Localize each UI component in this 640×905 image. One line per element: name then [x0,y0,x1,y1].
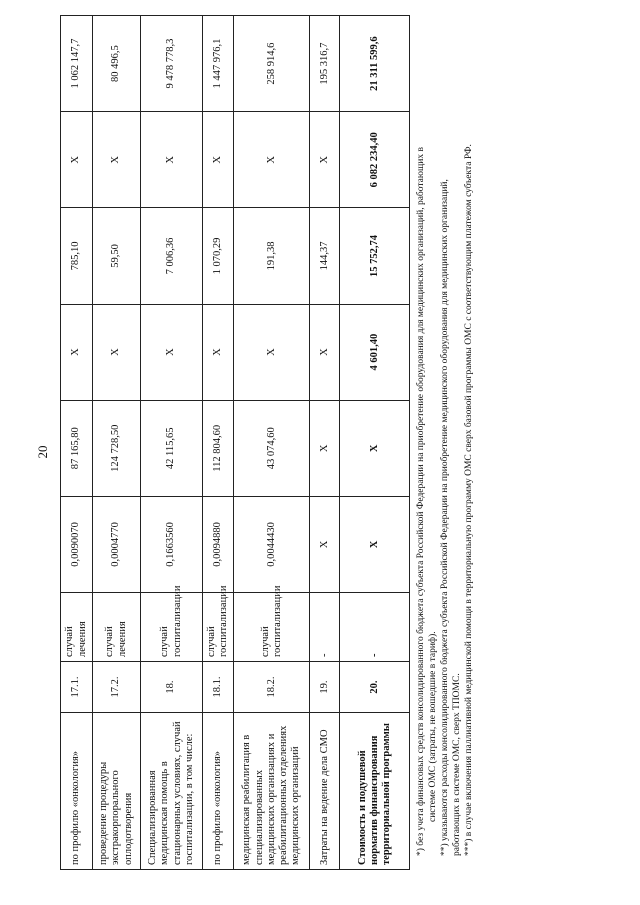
table-row [340,16,410,870]
norm-cost-cell: X [310,400,340,496]
table-row [141,16,203,870]
budget-per-capita-cell: X [203,304,234,400]
oms-total-cell: 258 914,6 [234,16,310,112]
oms-per-capita-cell: 1 070,29 [203,208,234,304]
oms-per-capita-cell: 7 006,36 [141,208,203,304]
budget-per-capita-cell: X [234,304,310,400]
row-name-cell: Затраты на ведение дела СМО [310,713,340,870]
row-number-cell: 18. [141,662,203,713]
norm-cost-cell: 42 115,65 [141,400,203,496]
row-number-cell: 17.2. [93,662,141,713]
budget-per-capita-cell: X [93,304,141,400]
norm-volume-cell: 0,0090070 [61,496,93,592]
unit-cell: случай госпитализации [234,593,310,662]
unit-cell: случай лечения [61,593,93,662]
table-row [234,16,310,870]
row-number-cell: 19. [310,662,340,713]
budget-per-capita-cell: X [141,304,203,400]
row-name-cell: проведение процедуры экстракорпорального оплодотворения [93,713,141,870]
row-number-cell: 18.1. [203,662,234,713]
row-number-cell: 17.1. [61,662,93,713]
oms-per-capita-cell: 15 752,74 [340,208,410,304]
oms-per-capita-cell: 144,37 [310,208,340,304]
row-name-cell: Стоимость и подушевой норматив финансирования территориальной программы [340,713,410,870]
page-number: 20 [35,445,50,459]
budget-per-capita-cell: X [310,304,340,400]
budget-total-cell: 6 082 234,40 [340,112,410,208]
row-name-cell: по профилю «онкология» [203,713,234,870]
row-name-cell: по профилю «онкология» [61,713,93,870]
budget-total-cell: X [93,112,141,208]
norm-volume-cell: X [340,496,410,592]
norm-volume-cell: 0,0094880 [203,496,234,592]
budget-total-cell: X [203,112,234,208]
budget-total-cell: X [61,112,93,208]
row-number-cell: 18.2. [234,662,310,713]
unit-cell: - [310,593,340,662]
unit-cell: случай лечения [93,593,141,662]
table-row [93,16,141,870]
budget-total-cell: X [310,112,340,208]
norm-cost-cell: X [340,400,410,496]
norm-cost-cell: 87 165,80 [61,400,93,496]
norm-volume-cell: 0,0004770 [93,496,141,592]
row-number-cell: 20. [340,662,410,713]
table-row [310,16,340,870]
norm-cost-cell: 124 728,50 [93,400,141,496]
oms-per-capita-cell: 59,50 [93,208,141,304]
oms-total-cell: 9 478 778,3 [141,16,203,112]
footnote-3: ***) в случае включения паллиативной медицинской помощи в территориальную программу ОМС сверх базовой программы ОМС с соответствующим платежом субъекта РФ. [463,144,474,856]
norm-volume-cell: 0,0044430 [234,496,310,592]
oms-total-cell: 195 316,7 [310,16,340,112]
footnote-2-cont: работающих в системе ОМС, сверх ТПОМС. [451,673,462,856]
unit-cell: - [340,593,410,662]
budget-per-capita-cell: X [61,304,93,400]
oms-per-capita-cell: 785,10 [61,208,93,304]
footnotes [416,15,475,870]
norm-cost-cell: 43 074,60 [234,400,310,496]
row-name-cell: Специализированная медицинская помощь в стационарных условиях, случай госпитализации, в том числе: [141,713,203,870]
oms-total-cell: 1 447 976,1 [203,16,234,112]
footnote-1: *) без учета финансовых средств консолидированного бюджета субъекта Российской Федерации на приобретение оборудования для медицинских организаций, работающих в [416,147,427,856]
norm-volume-cell: 0,1663560 [141,496,203,592]
rotated-sheet [60,15,550,870]
unit-cell: случай госпитализации [141,593,203,662]
oms-total-cell: 21 311 599,6 [340,16,410,112]
budget-total-cell: X [234,112,310,208]
row-name-cell: медицинская реабилитация в специализированных медицинских организациях и реабилитационных отделениях медицинских организаций [234,713,310,870]
unit-cell: случай госпитализации [203,593,234,662]
footnote-2: **) указываются расходы консолидированного бюджета субъекта Российской Федерации на приобретение медицинского оборудования для медицинских организаций, [439,179,450,856]
financing-table [60,15,410,870]
footnote-1-cont: системе ОМС (затраты, не вошедшие в тариф). [428,631,438,822]
table-row [61,16,93,870]
oms-total-cell: 80 496,5 [93,16,141,112]
oms-per-capita-cell: 191,38 [234,208,310,304]
table-body [61,16,410,870]
budget-per-capita-cell: 4 601,40 [340,304,410,400]
norm-cost-cell: 112 804,60 [203,400,234,496]
budget-total-cell: X [141,112,203,208]
oms-total-cell: 1 062 147,7 [61,16,93,112]
norm-volume-cell: X [310,496,340,592]
table-row [203,16,234,870]
